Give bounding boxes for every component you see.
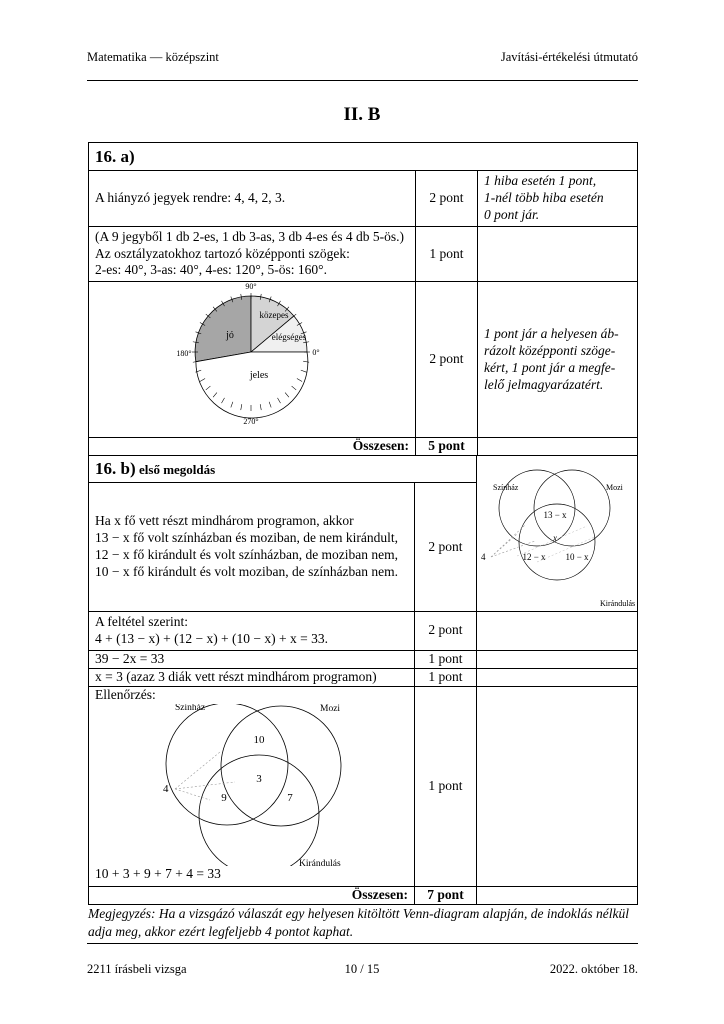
points-cell: 1 pont — [415, 650, 477, 668]
points-cell: 1 pont — [416, 226, 478, 282]
text-line: Az osztályzatokhoz tartozó középponti szögek: — [95, 245, 350, 261]
empty-note-cell — [477, 611, 638, 650]
venn-label-szinhaz: Színház — [175, 703, 206, 713]
venn-circle-mozi — [534, 470, 610, 546]
total-points: 5 pont — [416, 438, 478, 456]
footer-exam-code: 2211 írásbeli vizsga — [87, 962, 187, 976]
text-line: 2-es: 40°, 3-as: 40°, 4-es: 120°, 5-ös: 160°. — [95, 262, 327, 278]
note-line: 0 pont jár. — [484, 206, 540, 222]
remark-note: Megjegyzés: Ha a vizsgázó válaszát egy helyesen kitöltött Venn-diagram alapján, de indoklás nélkül adja meg, akkor ezért legfeljebb 4 pontot kaphat. — [88, 906, 630, 939]
venn-diagram-big — [95, 704, 395, 866]
total-label: Összesen: — [89, 886, 415, 904]
note-line: kért, 1 pont jár a megfe- — [484, 359, 616, 375]
venn-value-outside: 4 — [163, 782, 169, 795]
task-16a-heading: 16. a) — [89, 143, 638, 171]
axis-label-0: 0° — [312, 348, 320, 358]
simplified-equation: 39 − 2x = 33 — [89, 650, 415, 668]
scoring-note — [478, 171, 638, 227]
empty-note-cell — [477, 650, 638, 668]
venn-value-szinhaz-kirandulas: 9 — [221, 791, 227, 804]
text-line: Ha x fő vett részt mindhárom programon, akkor — [95, 513, 354, 529]
pie-slice-jo — [195, 296, 251, 362]
note-line: 1 pont jár a helyesen áb- — [484, 325, 619, 341]
note-line: rázolt középponti szöge- — [484, 342, 616, 358]
axis-label-270: 270° — [243, 417, 259, 427]
empty-note-cell — [477, 886, 638, 904]
venn-label-mozi: Mozi — [320, 703, 341, 714]
text-line: 10 − x fő kirándult és volt moziban, de színházban nem. — [95, 563, 399, 579]
task-16b-table — [88, 455, 638, 905]
text-line: 4 + (13 − x) + (12 − x) + (10 − x) + x = 33. — [95, 630, 329, 646]
points-cell: 2 pont — [415, 611, 477, 650]
pie-chart — [89, 282, 415, 432]
venn-value-szinhaz-mozi: 13 − x — [543, 510, 567, 520]
task-16a-table — [88, 142, 638, 456]
legend-jo: jó — [226, 330, 234, 342]
text-line: (A 9 jegyből 1 db 2-es, 1 db 3-as, 3 db 4-es és 4 db 5-ös.) — [95, 228, 404, 244]
section-title: II. B — [343, 104, 381, 125]
note-line: 1-nél több hiba esetén — [484, 189, 604, 205]
task-16b-heading — [89, 456, 477, 483]
equation-text — [89, 611, 415, 650]
axis-label-90: 90° — [245, 282, 257, 292]
scoring-note — [478, 282, 638, 438]
empty-note-cell — [478, 226, 638, 282]
venn-value-mozi-kirandulas: 7 — [287, 791, 293, 804]
header-rule — [87, 80, 638, 81]
text-line: A feltétel szerint: — [95, 613, 188, 629]
note-line: lelő jelmagyarázatért. — [484, 376, 604, 392]
venn-value-szinhaz-mozi: 10 — [253, 733, 265, 746]
verification-title: Ellenőrzés: — [95, 686, 156, 702]
empty-note-cell — [477, 686, 638, 886]
venn-circle-mozi — [221, 703, 341, 826]
points-cell: 1 pont — [415, 686, 477, 886]
axis-label-180: 180° — [176, 349, 192, 359]
task-16b-subheading: első megoldás — [139, 462, 216, 478]
footer-rule — [87, 943, 638, 944]
task-16b-number: 16. b) — [95, 459, 136, 479]
empty-note-cell — [478, 438, 638, 456]
venn-label-mozi: Mozi — [606, 483, 623, 492]
legend-elegseges: elégséges — [271, 332, 307, 343]
venn-circle-szinhaz — [499, 470, 575, 546]
venn-small-cell — [477, 456, 638, 612]
legend-jeles: jeles — [249, 370, 269, 382]
points-cell: 2 pont — [416, 171, 478, 227]
text-line: 12 − x fő kirándult és volt színházban, de moziban nem, — [95, 547, 399, 562]
points-cell: 1 pont — [415, 668, 477, 686]
missing-grades-text: A hiányzó jegyek rendre: 4, 4, 2, 3. — [89, 171, 416, 227]
solution-text: x = 3 (azaz 3 diák vett részt mindhárom programon) — [89, 668, 415, 686]
pie-chart-cell — [89, 282, 416, 438]
venn-label-kirandulas: Kirándulás — [299, 858, 341, 866]
venn-label-szinhaz: Színház — [493, 483, 519, 492]
points-cell: 2 pont — [416, 282, 478, 438]
venn-label-kirandulas: Kirándulás — [600, 599, 636, 606]
central-angles-text — [89, 226, 416, 282]
header-subject: Matematika — középszint — [87, 50, 219, 64]
verification-cell — [89, 686, 415, 886]
venn-value-szinhaz-kirandulas: 12 − x — [522, 552, 546, 562]
venn-value-mozi-kirandulas: 10 − x — [565, 552, 589, 562]
venn-value-outside: 4 — [481, 552, 486, 562]
total-label: Összesen: — [89, 438, 416, 456]
venn-value-all-three: 3 — [256, 772, 262, 785]
venn-circle-kirandulas — [199, 755, 319, 866]
verification-sum: 10 + 3 + 9 + 7 + 4 = 33 — [95, 865, 221, 881]
legend-kozepes: közepes — [259, 310, 289, 321]
footer-date: 2022. október 18. — [549, 962, 638, 976]
pie-slice-jeles — [196, 352, 308, 418]
text-line: 13 − x fő volt színházban és moziban, de nem kirándult, — [95, 530, 399, 546]
points-cell: 2 pont — [415, 483, 477, 612]
variables-text — [89, 483, 415, 612]
total-points: 7 pont — [415, 886, 477, 904]
note-line: 1 hiba esetén 1 pont, — [484, 173, 597, 188]
footer-page-number: 10 / 15 — [344, 962, 380, 976]
venn-value-all-three: x — [553, 533, 557, 543]
empty-note-cell — [477, 668, 638, 686]
venn-diagram-small — [477, 456, 637, 606]
header-doc-type: Javítási-értékelési útmutató — [500, 50, 638, 64]
